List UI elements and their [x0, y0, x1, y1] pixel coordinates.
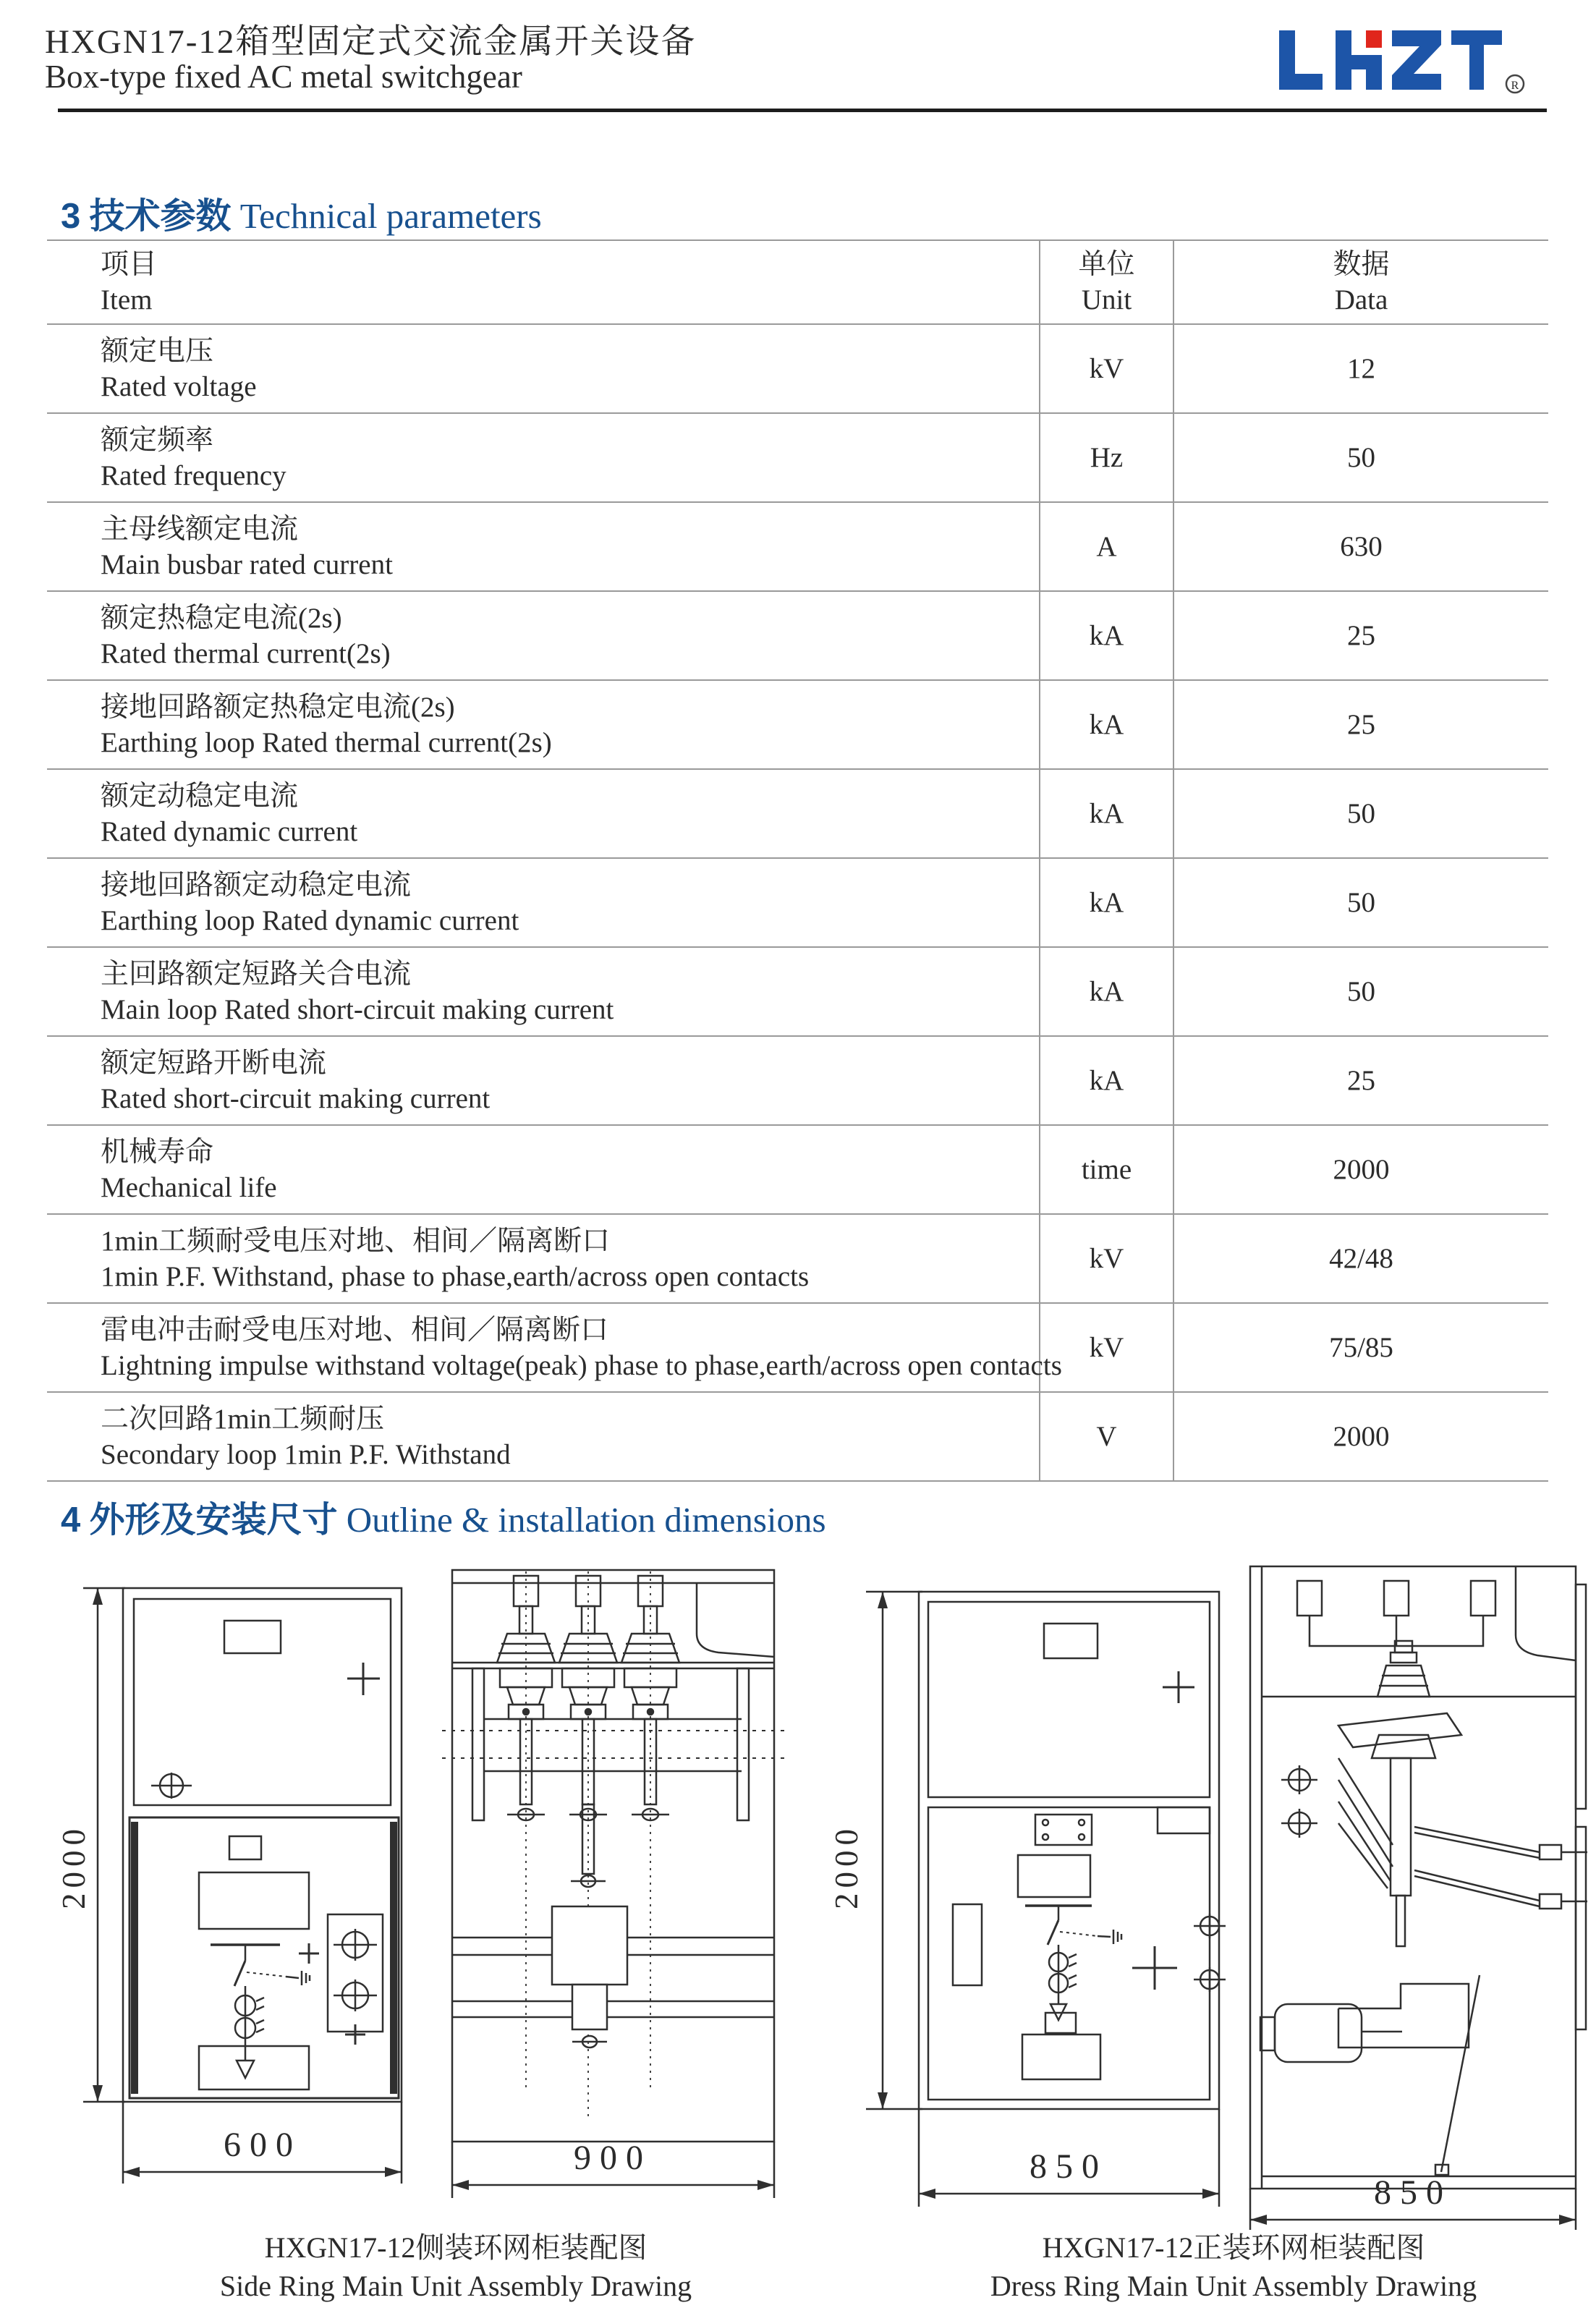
- data-cell: 12: [1173, 324, 1548, 413]
- data-cell: 25: [1173, 1036, 1548, 1125]
- item-cell: 雷电冲击耐受电压对地、相间／隔离断口 Lightning impulse withstand voltage(peak) phase to phase,earth/across open contacts: [47, 1303, 1040, 1392]
- section3-number: 3: [61, 197, 81, 236]
- item-header-cell: 项目 Item: [47, 240, 1040, 324]
- logo-red-dot: [1366, 30, 1382, 48]
- section3-title-en: Technical parameters: [239, 196, 542, 236]
- section3-heading: [61, 188, 542, 239]
- cabinet-outline: [452, 1570, 774, 2142]
- page-title-cn: HXGN17-12箱型固定式交流金属开关设备: [45, 23, 697, 61]
- section4-title-en: Outline & installation dimensions: [346, 1500, 826, 1540]
- item-cell: 额定频率 Rated frequency: [47, 413, 1040, 502]
- caption-en: Dress Ring Main Unit Assembly Drawing: [990, 2270, 1477, 2302]
- switch-assembly: [1338, 1713, 1461, 1946]
- data-cell: 50: [1173, 858, 1548, 947]
- item-cell: 接地回路额定动稳定电流 Earthing loop Rated dynamic current: [47, 858, 1040, 947]
- item-cell: 额定热稳定电流(2s) Rated thermal current(2s): [47, 591, 1040, 680]
- section4-heading: [61, 1492, 826, 1543]
- caption-cn: HXGN17-12正装环网柜装配图: [1042, 2231, 1425, 2264]
- unit-cell: time: [1040, 1125, 1173, 1214]
- height-dimension-arrow: [866, 1592, 922, 2109]
- item-cell: 1min工频耐受电压对地、相间／隔离断口 1min P.F. Withstand, phase to phase,earth/across open contacts: [47, 1214, 1040, 1303]
- item-cell: 主回路额定短路关合电流 Main loop Rated short-circuit making current: [47, 947, 1040, 1036]
- data-cell: 42/48: [1173, 1214, 1548, 1303]
- table-row: [47, 1125, 1548, 1214]
- unit-cell: kV: [1040, 324, 1173, 413]
- nameplate: [224, 1621, 281, 1653]
- data-cell: 2000: [1173, 1125, 1548, 1214]
- registered-mark-icon: [1506, 75, 1524, 93]
- dim-label-width: 850: [1030, 2147, 1108, 2186]
- unit-cell: kA: [1040, 858, 1173, 947]
- mounting-plate: [1035, 1815, 1092, 1845]
- unit-cell: kA: [1040, 947, 1173, 1036]
- item-cell: 主母线额定电流 Main busbar rated current: [47, 502, 1040, 591]
- table-row: [47, 324, 1548, 413]
- bushing-insulator: [621, 1571, 679, 2091]
- unit-cell: V: [1040, 1392, 1173, 1481]
- item-cell: 额定短路开断电流 Rated short-circuit making current: [47, 1036, 1040, 1125]
- section4-title-cn: 外形及安装尺寸: [89, 1501, 338, 1540]
- brand-logo: [1279, 22, 1529, 103]
- base-structure: [1338, 1975, 1480, 2175]
- item-cell: 额定动稳定电流 Rated dynamic current: [47, 769, 1040, 858]
- logo-text: [0, 0, 1, 1]
- nameplate: [1044, 1624, 1098, 1658]
- plus-mark: [1163, 1671, 1194, 1703]
- item-cell: 二次回路1min工频耐压 Secondary loop 1min P.F. Withstand: [47, 1392, 1040, 1481]
- table-row: [47, 769, 1548, 858]
- one-line-circuit-symbol: [1025, 1906, 1121, 2020]
- table-row: [47, 858, 1548, 947]
- data-cell: 50: [1173, 413, 1548, 502]
- hinge-symbol: [334, 1929, 377, 2011]
- section4-number: 4: [61, 1501, 81, 1540]
- page-title-en: Box-type fixed AC metal switchgear: [45, 59, 522, 95]
- drawing-side-rmu-side: [430, 1541, 796, 2210]
- hinge-symbol: [1281, 1765, 1317, 1838]
- data-cell: 630: [1173, 502, 1548, 591]
- dim-label-width: 850: [1374, 2173, 1452, 2212]
- drawing-side-rmu-front: [56, 1563, 423, 2207]
- table-row: [47, 680, 1548, 769]
- bushing-insulator: [559, 1571, 617, 2120]
- plus-mark: [1132, 1946, 1177, 1990]
- table-row: [47, 1036, 1548, 1125]
- data-cell: 2000: [1173, 1392, 1548, 1481]
- table-row: [47, 947, 1548, 1036]
- section3-title-cn: 技术参数: [89, 197, 232, 236]
- table-row: [47, 1392, 1548, 1481]
- dim-label-height: 2000: [828, 1824, 865, 1909]
- side-channel: [953, 1904, 982, 1985]
- unit-cell: kV: [1040, 1303, 1173, 1392]
- unit-cell: kA: [1040, 591, 1173, 680]
- cabinet-outline: [123, 1588, 402, 2102]
- operating-mechanism: [552, 1804, 627, 2048]
- data-cell: 50: [1173, 769, 1548, 858]
- technical-parameters-table: [47, 239, 1548, 1482]
- table-header-row: [47, 240, 1548, 324]
- data-cell: 75/85: [1173, 1303, 1548, 1392]
- dim-label-width: 600: [224, 2126, 302, 2164]
- caption-cn: HXGN17-12侧装环网柜装配图: [264, 2231, 648, 2264]
- drawing-dress-rmu-side: [1230, 1541, 1596, 2236]
- data-header-cell: 数据 Data: [1173, 240, 1548, 324]
- table-row: [47, 413, 1548, 502]
- svg-text:R: R: [1511, 80, 1519, 92]
- data-cell: 25: [1173, 591, 1548, 680]
- caption-dress-rmu: [908, 2228, 1559, 2305]
- item-cell: 机械寿命 Mechanical life: [47, 1125, 1040, 1214]
- dim-label-width: 900: [574, 2139, 652, 2177]
- dim-label-height: 2000: [56, 1824, 92, 1909]
- bushing-insulator: [497, 1571, 555, 2091]
- unit-cell: Hz: [1040, 413, 1173, 502]
- cable-runs: [1414, 1827, 1587, 1909]
- item-cell: 接地回路额定热稳定电流(2s) Earthing loop Rated thermal current(2s): [47, 680, 1040, 769]
- data-cell: 25: [1173, 680, 1548, 769]
- instrument-box: [1018, 1855, 1090, 1897]
- mechanism-box: [1022, 2034, 1100, 2079]
- logo-letters: [1279, 30, 1502, 90]
- header-divider: [58, 109, 1547, 112]
- unit-cell: A: [1040, 502, 1173, 591]
- plus-mark: [347, 1663, 380, 1695]
- target-symbol: [151, 1773, 192, 1799]
- unit-cell: kV: [1040, 1214, 1173, 1303]
- cabinet-outline: [919, 1592, 1219, 2109]
- unit-cell: kA: [1040, 680, 1173, 769]
- bushing-insulator: [1378, 1641, 1430, 1697]
- drawing-dress-rmu-front: [828, 1563, 1234, 2207]
- unit-header-cell: 单位 Unit: [1040, 240, 1173, 324]
- table-row: [47, 1214, 1548, 1303]
- item-cell: 额定电压 Rated voltage: [47, 324, 1040, 413]
- caption-en: Side Ring Main Unit Assembly Drawing: [219, 2270, 692, 2302]
- motor-drive: [1260, 2004, 1402, 2062]
- top-hangers: [1297, 1581, 1495, 1646]
- unit-cell: kA: [1040, 1036, 1173, 1125]
- caption-side-rmu: [130, 2228, 781, 2305]
- table-row: [47, 1303, 1548, 1392]
- unit-cell: kA: [1040, 769, 1173, 858]
- table-row: [47, 591, 1548, 680]
- one-line-circuit-symbol: [211, 1945, 310, 2078]
- table-row: [47, 502, 1548, 591]
- data-cell: 50: [1173, 947, 1548, 1036]
